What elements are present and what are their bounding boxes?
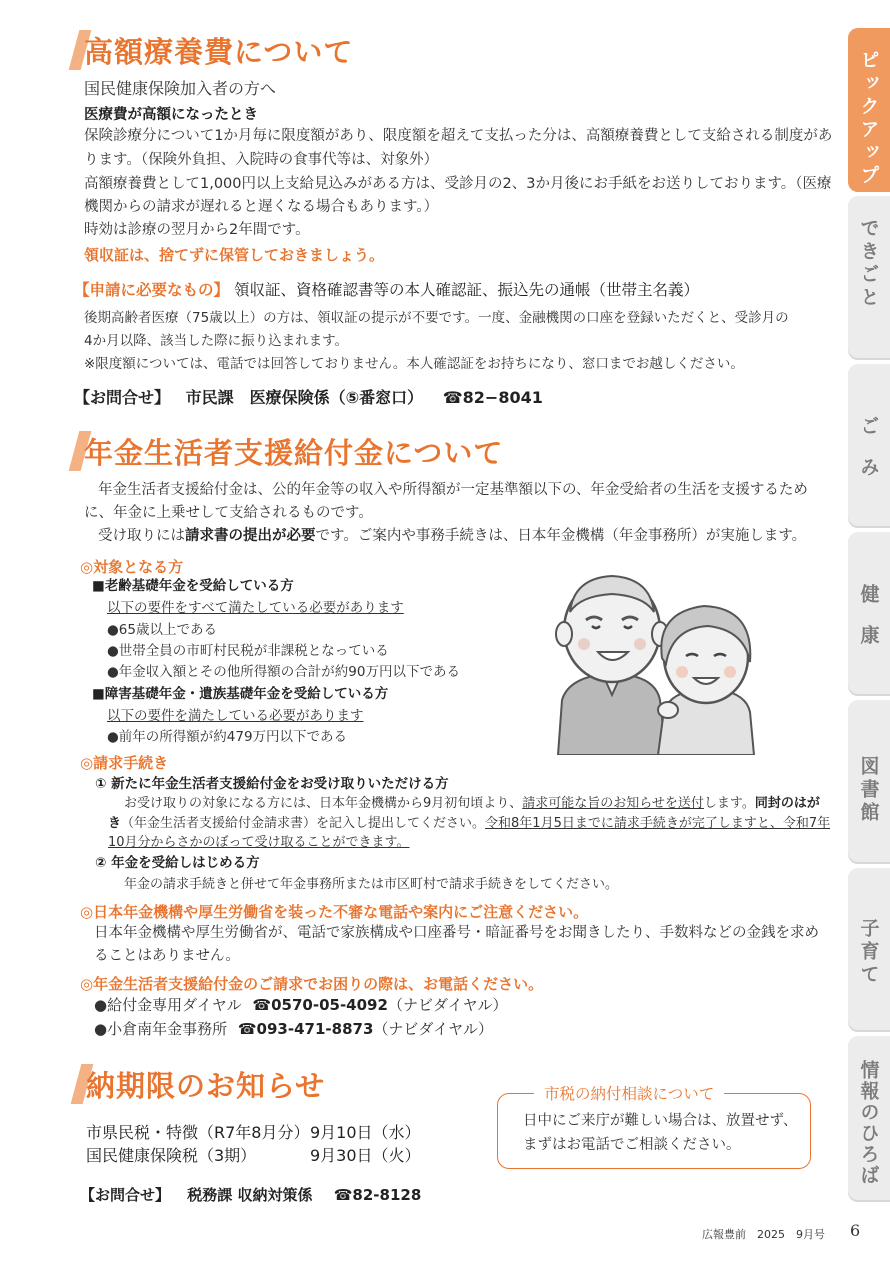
- procedure-text: [124, 793, 820, 814]
- contact-note: （ナビダイヤル）: [373, 1020, 493, 1038]
- inquiry-tel: ☎82−8041: [442, 388, 543, 407]
- tab-label: 子育て: [857, 918, 880, 987]
- required-text: 領収証、資格確認書等の本人確認証、振込先の通帳（世帯主名義）: [233, 281, 699, 299]
- contact-label: ●給付金専用ダイヤル: [94, 996, 242, 1014]
- page-number: 6: [850, 1221, 861, 1240]
- procedure-heading: ◎請求手続き: [80, 754, 169, 772]
- contact-tel: ☎0570-05-4092: [252, 996, 388, 1014]
- paragraph-line: 保険診療分について1か月毎に限度額があり、限度額を超えて支払った分は、高額療養費として支給される制度があ: [84, 128, 833, 144]
- paragraph-line: ることはありません。: [94, 948, 240, 964]
- text-bold: 請求書の提出が必要: [185, 528, 316, 544]
- required-items: [74, 278, 699, 302]
- paragraph-line: 機関からの請求が遅れると遅くなる場合もあります。）: [84, 199, 439, 215]
- section-title-nenkin: 年金生活者支援給付金について: [84, 436, 504, 470]
- target-group-head: ■老齢基礎年金を受給している方: [92, 578, 294, 594]
- text-bold: き: [108, 816, 122, 831]
- consultation-box-line: 日中にご来庁が難しい場合は、放置せず、: [523, 1113, 798, 1129]
- text-part: です。ご案内や事務手続きは、日本年金機構（年金事務所）が実施します。: [315, 528, 807, 544]
- elderly-couple-illustration: [548, 560, 758, 755]
- inquiry-label: 【お問合せ】: [74, 388, 171, 407]
- target-heading: ◎対象となる方: [80, 558, 184, 576]
- tab-pickup[interactable]: [848, 28, 890, 192]
- receipt-warning: 領収証は、捨てずに保管しておきましょう。: [84, 246, 385, 264]
- target-item: ●前年の所得額が約479万円以下である: [107, 729, 348, 745]
- note-line: ※限度額については、電話では回答しておりません。本人確認証をお持ちになり、窓口までお越しください。: [84, 356, 744, 372]
- contact-label: ●小倉南年金事務所: [94, 1020, 228, 1038]
- target-item: ●世帯全員の市町村民税が非課税となっている: [107, 643, 389, 659]
- scam-warning-heading: ◎日本年金機構や厚生労働省を装った不審な電話や案内にご注意ください。: [80, 903, 589, 921]
- contact-note: （ナビダイヤル）: [387, 996, 508, 1014]
- text-part: します。: [703, 796, 755, 811]
- paragraph-line: 年金生活者支援給付金は、公的年金等の収入や所得額が一定基準額以下の、年金受給者の生活を支援するため: [98, 482, 808, 498]
- paragraph-line: [98, 524, 806, 548]
- procedure-step-head: ① 新たに年金生活者支援給付金をお受け取りいただける方: [95, 776, 449, 792]
- tab-label: できごと: [857, 218, 880, 310]
- text-underlined: 請求可能な旨のお知らせを送付: [522, 796, 704, 811]
- procedure-text: [108, 813, 830, 834]
- inquiry-dept: 市民課 医療保険係（⑤番窓口）: [185, 388, 424, 407]
- procedure-text: 10月分からさかのぼって受け取ることができます。: [108, 835, 410, 850]
- contact-line: [94, 993, 508, 1017]
- text-part: お受け取りの対象になる方には、日本年金機構から9月初旬頃より、: [124, 796, 523, 811]
- target-requirement: 以下の要件をすべて満たしている必要があります: [107, 600, 404, 616]
- tab-gomi[interactable]: [848, 364, 890, 528]
- target-group-head: ■障害基礎年金・遺族基礎年金を受給している方: [92, 686, 389, 702]
- tab-johonohiroba[interactable]: [848, 1036, 890, 1202]
- tab-dekigoto[interactable]: [848, 196, 890, 360]
- section-title-kogaku: 高額療養費について: [84, 35, 354, 69]
- tab-label: 情報のひろば: [857, 1060, 880, 1186]
- target-item: ●年金収入額とその他所得額の合計が約90万円以下である: [107, 664, 460, 680]
- procedure-step-head: ② 年金を受給しはじめる方: [95, 855, 260, 871]
- tab-label: 図書館: [857, 756, 880, 825]
- tab-label: 健康: [857, 584, 880, 666]
- paragraph-line: 日本年金機構や厚生労働省が、電話で家族構成や口座番号・暗証番号をお聞きしたり、手数料などの金銭を求め: [94, 925, 819, 941]
- tab-label: ピックアップ: [857, 50, 880, 188]
- call-heading: ◎年金生活者支援給付金のご請求でお困りの際は、お電話ください。: [80, 975, 544, 993]
- contact-tel: ☎093-471-8873: [237, 1020, 374, 1038]
- required-label: 【申請に必要なもの】: [74, 281, 230, 299]
- contact-line: [94, 1017, 493, 1041]
- consultation-box-title: 市税の納付相談について: [534, 1082, 724, 1106]
- paragraph-line: 時効は診療の翌月から2年間です。: [84, 222, 310, 238]
- paragraph-line: 高額療養費として1,000円以上支給見込みがある方は、受診月の2、3か月後にお手紙をお送りしております。（医療: [84, 176, 832, 192]
- inquiry-tax: [80, 1184, 421, 1205]
- procedure-text: 年金の請求手続きと併せて年金事務所または市区町村で請求手続きをしてください。: [124, 877, 619, 892]
- intro-text: 国民健康保険加入者の方へ: [84, 79, 277, 98]
- inquiry-label: 【お問合せ】: [80, 1186, 171, 1204]
- tab-kenko[interactable]: [848, 532, 890, 696]
- deadline-date: 9月10日（水）: [310, 1123, 421, 1142]
- inquiry-tel: ☎82-8128: [333, 1186, 422, 1204]
- section-title-deadline: 納期限のお知らせ: [86, 1069, 326, 1103]
- note-line: 4か月以降、該当した際に振り込まれます。: [84, 333, 349, 349]
- text-part: 受け取りには: [98, 528, 185, 544]
- target-item: ●65歳以上である: [107, 622, 217, 638]
- paragraph-line: に、年金に上乗せして支給されるものです。: [84, 505, 373, 521]
- tab-label: ごみ: [857, 416, 880, 498]
- note-line: 後期高齢者医療（75歳以上）の方は、領収証の提示が不要です。一度、金融機関の口座を登録いただくと、受診月の: [84, 310, 789, 326]
- subheading: 医療費が高額になったとき: [84, 107, 258, 123]
- consultation-box-line: まずはお電話でご相談ください。: [523, 1137, 741, 1153]
- text-bold: 同封のはが: [754, 796, 820, 811]
- footer-publication: 広報豊前 2025 9月号: [702, 1228, 825, 1241]
- target-requirement: 以下の要件を満たしている必要があります: [107, 708, 364, 724]
- paragraph-line: ります。（保険外負担、入院時の食事代等は、対象外）: [84, 152, 439, 168]
- deadline-tax: 市県民税・特徴（R7年8月分）: [86, 1123, 310, 1142]
- deadline-date: 9月30日（火）: [310, 1146, 421, 1165]
- text-underlined: 令和8年1月5日までに請求手続きが完了しますと、令和7年: [485, 816, 831, 831]
- inquiry-kogaku: [74, 385, 543, 408]
- tab-kosodate[interactable]: [848, 868, 890, 1032]
- text-part: （年金生活者支援給付金請求書）を記入し提出してください。: [121, 816, 486, 831]
- deadline-tax: 国民健康保険税（3期）: [86, 1146, 257, 1165]
- tab-toshokan[interactable]: [848, 700, 890, 864]
- inquiry-dept: 税務課 収納対策係: [187, 1186, 313, 1204]
